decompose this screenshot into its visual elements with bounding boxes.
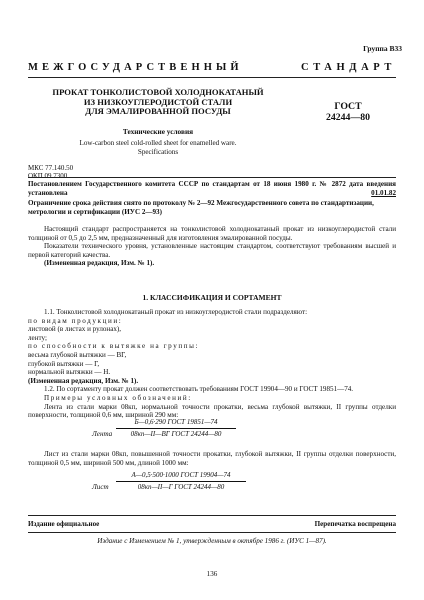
page-number: 136 bbox=[206, 570, 218, 578]
title-line-1: ПРОКАТ ТОНКОЛИСТОВОЙ ХОЛОДНОКАТАНЫЙ bbox=[52, 87, 264, 97]
clause-1-1 bbox=[28, 308, 396, 420]
document-subtitle: Технические условия bbox=[122, 127, 194, 136]
header-rule bbox=[28, 77, 396, 78]
mks-code: МКС 77.140.50 bbox=[28, 164, 74, 172]
footer-rule-2 bbox=[28, 532, 396, 533]
fraction-2-numerator: А—0,5·500·1000 ГОСТ 19904—74 bbox=[131, 471, 231, 479]
fraction-1-bar bbox=[116, 428, 236, 429]
example-1-text: Лента из стали марки 08кп, нормальной точности прокатки, весьма глубокой вытяжки, II группы отделки поверхности, толщиной 0,6 мм, шириной 290 мм: bbox=[28, 402, 396, 420]
intro-paragraph-1: Настоящий стандарт распространяется на тонколистовой холоднокатаный прокат из низкоуглеродистой стали толщиной от 0,5 до 2,5 мм, предназначенный для изготовления эмалированной посуды. bbox=[28, 225, 396, 242]
title-line-3: ДЛЯ ЭМАЛИРОВАННОЙ ПОСУДЫ bbox=[85, 106, 231, 117]
classification-codes bbox=[28, 164, 73, 181]
vg-item: весьма глубокой вытяжки — ВГ, bbox=[28, 350, 127, 359]
by-draw-label: по способности к вытяжке на группы: bbox=[28, 342, 200, 351]
effective-date: 01.01.82 bbox=[371, 189, 396, 197]
example-2 bbox=[28, 450, 396, 467]
fraction-2-label: Лист bbox=[92, 483, 109, 491]
fraction-1-numerator: Б—0,6·290 ГОСТ 19851—74 bbox=[134, 418, 218, 426]
footer-rule bbox=[28, 515, 396, 516]
revision-note-2: (Измененная редакция, Изм. № 1). bbox=[28, 376, 139, 385]
sheet-item: листовой (в листах и рулонах), bbox=[28, 325, 122, 334]
fraction-2-bar bbox=[116, 481, 246, 482]
codes-rule bbox=[28, 177, 396, 178]
examples-title: Примеры условных обозначений: bbox=[44, 393, 192, 402]
resolution-text: Постановлением Государственного комитета СССР по стандартам от 18 июня 1980 г. № 2872 дата введения установлена bbox=[28, 180, 396, 197]
english-title-line-2: Specifications bbox=[137, 147, 179, 156]
english-title-line-1: Low-carbon steel cold-rolled sheet for enamelled ware. bbox=[79, 139, 237, 147]
fraction-1 bbox=[116, 418, 236, 442]
clause-1-2: 1.2. По сортаменту прокат должен соответствовать требованиям ГОСТ 19904—90 и ГОСТ 19851—74. bbox=[44, 385, 354, 394]
intro-section bbox=[28, 225, 396, 268]
n-item: нормальной вытяжки — Н. bbox=[28, 368, 111, 377]
intro-paragraph-2: Показатели технического уровня, установленные настоящим стандартом, соответствуют требованиям высшей и первой категорий качества. bbox=[28, 242, 396, 259]
okp-code: ОКП 09 7300 bbox=[28, 172, 68, 181]
g-item: глубокой вытяжки — Г, bbox=[28, 359, 100, 368]
amendment-note: Издание с Изменением № 1, утвержденным в октябре 1986 г. (ИУС 1—87). bbox=[97, 537, 327, 545]
title-line-2: ИЗ НИЗКОУГЛЕРОДИСТОЙ СТАЛИ bbox=[83, 96, 233, 107]
standard-header bbox=[28, 62, 396, 73]
fraction-1-label: Лента bbox=[92, 430, 113, 438]
group-code: Группа В33 bbox=[363, 44, 402, 53]
header-right: СТАНДАРТ bbox=[301, 62, 396, 73]
english-title bbox=[28, 139, 288, 156]
header-left: МЕЖГОСУДАРСТВЕННЫЙ bbox=[28, 62, 243, 73]
gost-label: ГОСТ bbox=[334, 101, 362, 112]
gost-code: 24244—80 bbox=[325, 111, 371, 123]
official-edition: Издание официальное bbox=[28, 520, 100, 528]
fraction-2 bbox=[116, 471, 246, 495]
revision-note: (Измененная редакция, Изм. № 1). bbox=[44, 259, 155, 268]
strip-item: ленту; bbox=[28, 333, 47, 342]
fraction-1-denominator: 08кп—II—ВГ ГОСТ 24244—80 bbox=[130, 430, 222, 438]
document-title bbox=[28, 88, 288, 117]
example-2-text: Лист из стали марки 08кп, повышенной точности прокатки, глубокой вытяжки, II группы отделки поверхности, толщиной 0,5 мм, шириной 500 мм, длиной 1000 мм: bbox=[28, 450, 396, 467]
section-heading: 1. КЛАССИФИКАЦИЯ И СОРТАМЕНТ bbox=[142, 293, 282, 302]
reprint-prohibited: Перепечатка воспрещена bbox=[314, 520, 396, 528]
by-type-label: по видам продукции: bbox=[28, 316, 123, 325]
restriction-text: Ограничение срока действия снято по протоколу № 2—92 Межгосударственного совета по стандартизации, метрологии и сертификации (ИУС 2—93) bbox=[28, 199, 374, 216]
clause-1-1-lead: 1.1. Тонколистовой холоднокатаный прокат из низкоуглеродистой стали подразделяют: bbox=[44, 308, 308, 316]
fraction-2-denominator: 08кп—II—Г ГОСТ 24244—80 bbox=[137, 483, 225, 491]
gost-number bbox=[298, 102, 398, 123]
